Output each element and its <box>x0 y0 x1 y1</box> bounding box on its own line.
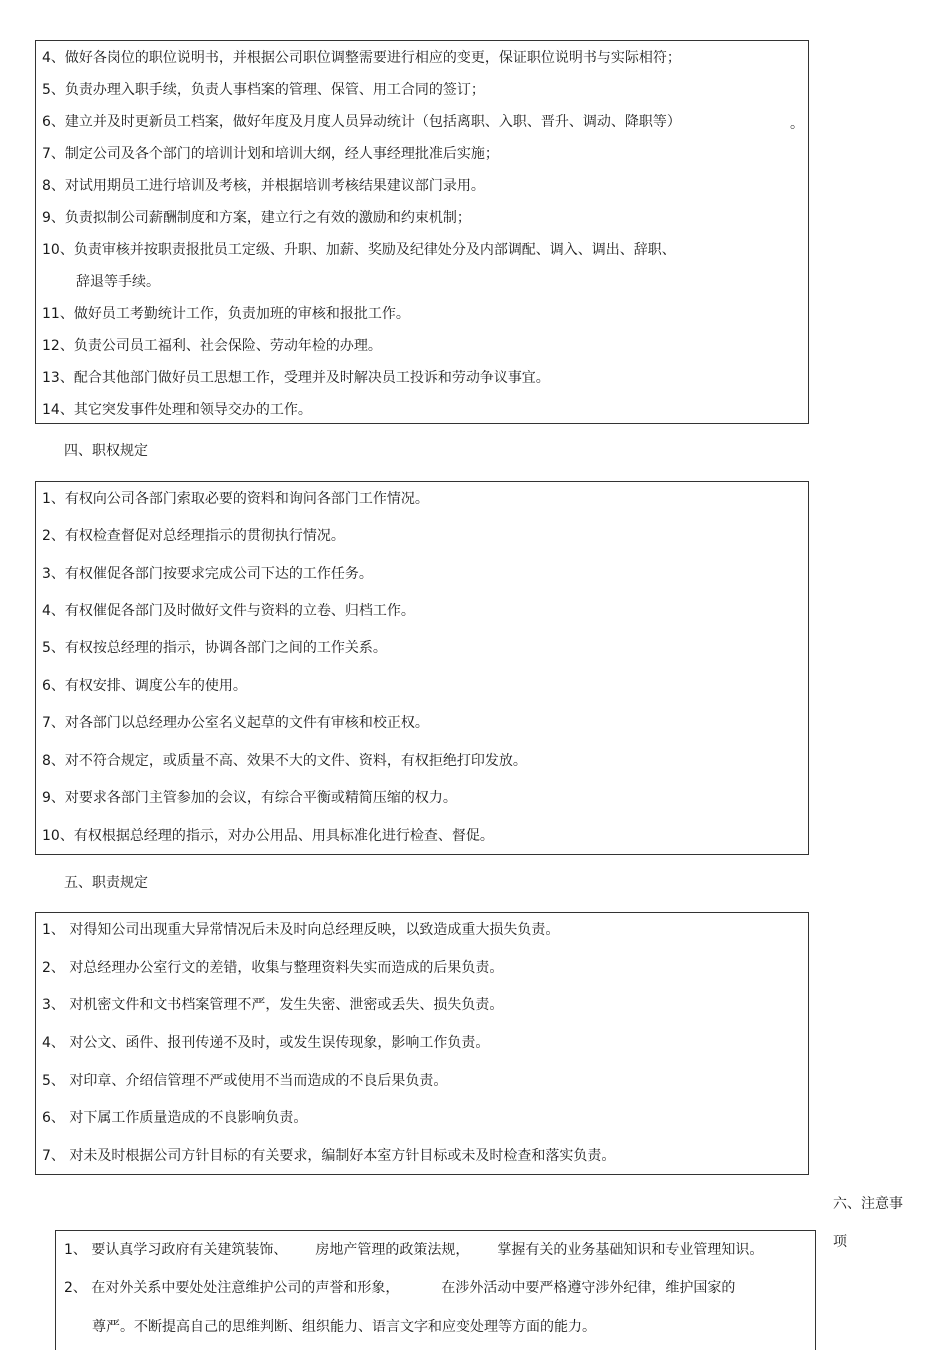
responsibility-list-box <box>35 912 809 1175</box>
authority-item-5: 5、有权按总经理的指示，协调各部门之间的工作关系。 <box>42 640 387 656</box>
authority-item-9: 9、对要求各部门主管参加的会议，有综合平衡或精简压缩的权力。 <box>42 790 457 806</box>
duty-item-10-continuation: 辞退等手续。 <box>76 274 160 290</box>
duty-item-11: 11、做好员工考勤统计工作，负责加班的审核和报批工作。 <box>42 306 410 322</box>
responsibility-item-2: 2、 对总经理办公室行文的差错，收集与整理资料失实而造成的后果负责。 <box>42 960 504 976</box>
authority-item-10: 10、有权根据总经理的指示，对办公用品、用具标准化进行检查、督促。 <box>42 828 494 844</box>
duty-item-7: 7、制定公司及各个部门的培训计划和培训大纲，经人事经理批准后实施； <box>42 146 499 162</box>
note-item-2 <box>64 1279 735 1297</box>
duty-item-13: 13、配合其他部门做好员工思想工作，受理并及时解决员工投诉和劳动争议事宜。 <box>42 370 550 386</box>
authority-item-1: 1、有权向公司各部门索取必要的资料和询问各部门工作情况。 <box>42 491 429 507</box>
responsibility-item-1: 1、 对得知公司出现重大异常情况后未及时向总经理反映，以致造成重大损失负责。 <box>42 922 560 938</box>
authority-item-7: 7、对各部门以总经理办公室名义起草的文件有审核和校正权。 <box>42 715 429 731</box>
authority-item-8: 8、对不符合规定，或质量不高、效果不大的文件、资料，有权拒绝打印发放。 <box>42 753 527 769</box>
authority-item-6: 6、有权安排、调度公车的使用。 <box>42 678 247 694</box>
duty-item-6: 6、建立并及时更新员工档案，做好年度及月度人员异动统计（包括离职、入职、晋升、调动、降职等） <box>42 114 681 130</box>
duty-item-10: 10、负责审核并按职责报批员工定级、升职、加薪、奖励及纪律处分及内部调配、调入、调出、辞职、 <box>42 242 676 258</box>
duties-list-box <box>35 40 809 424</box>
section-5-heading: 五、职责规定 <box>64 875 148 891</box>
note-item-1 <box>64 1241 763 1259</box>
duty-item-8: 8、对试用期员工进行培训及考核，并根据培训考核结果建议部门录用。 <box>42 178 485 194</box>
responsibility-item-4: 4、 对公文、函件、报刊传递不及时，或发生误传现象，影响工作负责。 <box>42 1035 490 1051</box>
note-item-2-continuation: 尊严。不断提高自己的思维判断、组织能力、语言文字和应变处理等方面的能力。 <box>92 1319 596 1335</box>
note-item-2-part-b: 在涉外活动中要严格遵守涉外纪律，维护国家的 <box>441 1280 736 1296</box>
notes-list-box <box>55 1230 816 1350</box>
section-6-heading-line2: 项 <box>833 1234 847 1250</box>
section-4-heading: 四、职权规定 <box>64 443 148 459</box>
responsibility-item-7: 7、 对未及时根据公司方针目标的有关要求，编制好本室方针目标或未及时检查和落实负责。 <box>42 1148 616 1164</box>
duty-item-4: 4、做好各岗位的职位说明书，并根据公司职位调整需要进行相应的变更，保证职位说明书与实际相符； <box>42 50 681 66</box>
authority-item-3: 3、有权催促各部门按要求完成公司下达的工作任务。 <box>42 566 373 582</box>
responsibility-item-6: 6、 对下属工作质量造成的不良影响负责。 <box>42 1110 308 1126</box>
note-item-1-part-a: 1、 要认真学习政府有关建筑装饰、 <box>64 1242 288 1258</box>
duty-item-6-trailing-mark: 。 <box>790 116 804 132</box>
note-item-1-part-c: 掌握有关的业务基础知识和专业管理知识。 <box>497 1242 764 1258</box>
authority-item-2: 2、有权检查督促对总经理指示的贯彻执行情况。 <box>42 528 345 544</box>
duty-item-5: 5、负责办理入职手续，负责人事档案的管理、保管、用工合同的签订； <box>42 82 485 98</box>
authority-item-4: 4、有权催促各部门及时做好文件与资料的立卷、归档工作。 <box>42 603 415 619</box>
note-item-2-part-a: 2、 在对外关系中要处处注意维护公司的声誉和形象， <box>64 1280 400 1296</box>
duty-item-14: 14、其它突发事件处理和领导交办的工作。 <box>42 402 312 418</box>
duty-item-9: 9、负责拟制公司薪酬制度和方案，建立行之有效的激励和约束机制； <box>42 210 471 226</box>
responsibility-item-5: 5、 对印章、介绍信管理不严或使用不当而造成的不良后果负责。 <box>42 1073 448 1089</box>
authority-list-box <box>35 481 809 855</box>
note-item-1-part-b: 房地产管理的政策法规， <box>315 1242 470 1258</box>
section-6-heading-line1: 六、注意事 <box>833 1196 903 1212</box>
responsibility-item-3: 3、 对机密文件和文书档案管理不严，发生失密、泄密或丢失、损失负责。 <box>42 997 504 1013</box>
duty-item-12: 12、负责公司员工福利、社会保险、劳动年检的办理。 <box>42 338 382 354</box>
